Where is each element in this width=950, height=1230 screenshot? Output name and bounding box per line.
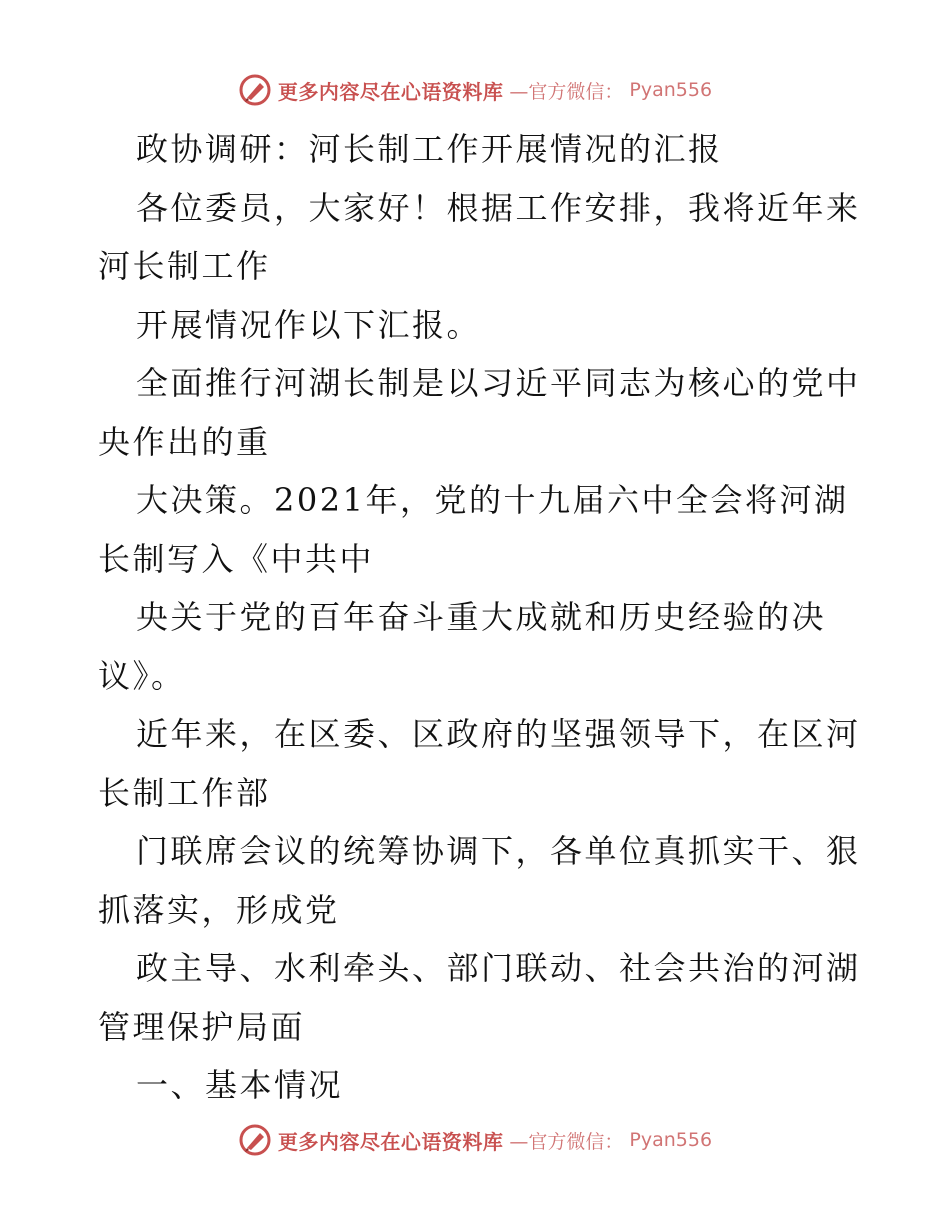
banner-official-label: —官方微信：	[509, 80, 624, 103]
text-line: 各位委员，大家好！根据工作安排，我将近年来	[136, 188, 861, 227]
text-line: 全面推行河湖长制是以习近平同志为核心的党中	[136, 364, 861, 402]
text-line: 开展情况作以下汇报。	[136, 305, 482, 344]
text-line: 河长制工作	[98, 247, 271, 285]
banner-wechat-id: Pyan556	[629, 79, 713, 101]
text-line: 央作出的重	[98, 422, 271, 461]
footer-banner[interactable]	[0, 1120, 950, 1160]
text-line: 大决策。2021年，党的十九届六中全会将河湖	[136, 481, 849, 519]
text-line: 近年来，在区委、区政府的坚强领导下，在区河	[136, 715, 861, 753]
banner-slogan: 更多内容尽在心语资料库	[277, 79, 504, 104]
text-line: 长制工作部	[98, 773, 271, 812]
banner-official-label: —官方微信：	[509, 1130, 624, 1153]
text-line: 议》。	[98, 656, 186, 695]
text-line: 长制写入《中共中	[98, 539, 375, 578]
pen-logo-icon	[238, 1123, 272, 1157]
header-banner[interactable]	[0, 70, 950, 110]
banner-slogan: 更多内容尽在心语资料库	[277, 1129, 504, 1154]
document-title: 政协调研：河长制工作开展情况的汇报	[136, 130, 723, 168]
text-line: 抓落实，形成党	[98, 890, 340, 929]
text-line: 门联席会议的统筹协调下，各单位真抓实干、狠	[136, 832, 861, 870]
document-body	[98, 120, 861, 1115]
text-line: 政主导、水利牵头、部门联动、社会共治的河湖	[136, 949, 861, 987]
text-line: 央关于党的百年奋斗重大成就和历史经验的决	[136, 598, 827, 636]
banner-wechat-id: Pyan556	[629, 1129, 713, 1151]
text-line: 一、基本情况	[136, 1066, 344, 1104]
pen-logo-icon	[238, 73, 272, 107]
text-line: 管理保护局面	[98, 1007, 306, 1046]
